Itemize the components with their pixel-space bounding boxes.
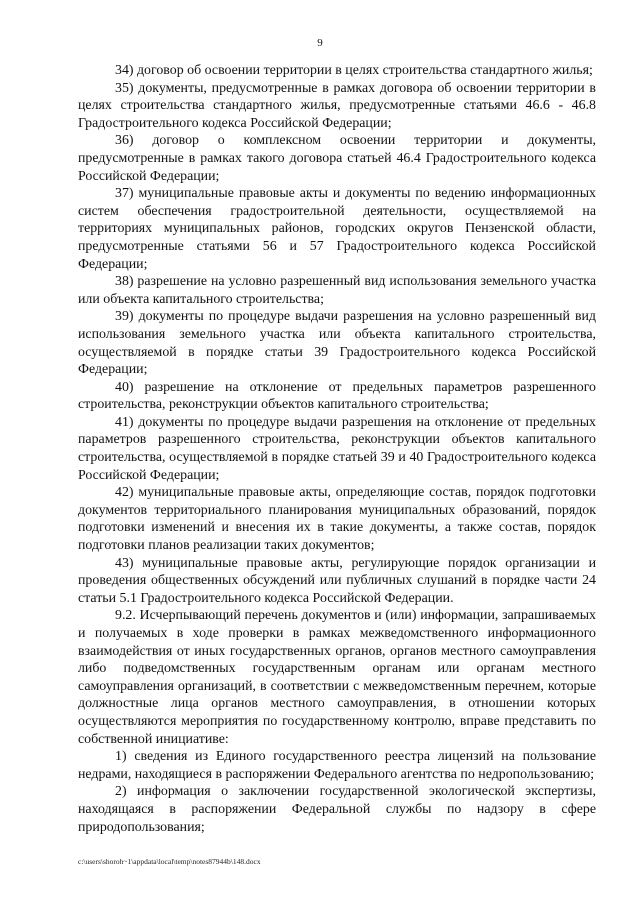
paragraph-34: 34) договор об освоении территории в целях строительства стандартного жилья; xyxy=(115,63,593,78)
paragraph-43: 43) муниципальные правовые акты, регулирующие порядок организации и проведения общественных обсуждений или публичных слушаний в порядке части 24 статьи 5.1 Градостроительного кодекса Российской Федерации. xyxy=(78,555,596,606)
paragraph-item-1: 1) сведения из Единого государственного реестра лицензий на пользование недрами, находящиеся в распоряжении Федерального агентства по недропользованию; xyxy=(78,749,596,782)
paragraph-40: 40) разрешение на отклонение от предельных параметров разрешенного строительства, реконструкции объектов капитального строительства; xyxy=(78,379,596,413)
paragraph-41: 41) документы по процедуре выдачи разрешения на отклонение от предельных параметров разрешенного строительства, реконструкции объектов капитального строительства, осуществляемой в порядке статьей 39 и 40 Градостроительного кодекса Российской Федерации; xyxy=(78,414,596,483)
document-body xyxy=(78,62,596,836)
paragraph-39: 39) документы по процедуре выдачи разрешения на условно разрешенный вид использования земельного участка или объекта капитального строительства, осуществляемой в порядке статьи 39 Градостроительного кодекса Российской Федерации; xyxy=(78,309,596,378)
paragraph-item-2: 2) информация о заключении государственной экологической экспертизы, находящаяся в распоряжении Федеральной службы по надзору в сфере природопользования; xyxy=(78,784,596,835)
paragraph-42: 42) муниципальные правовые акты, определяющие состав, порядок подготовки документов территориального планирования муниципальных образований, порядок подготовки изменений и внесения их в такие документы, а также состав, порядок подготовки планов реализации таких документов; xyxy=(78,485,596,554)
page-number: 9 xyxy=(317,37,323,49)
paragraph-9-2: 9.2. Исчерпывающий перечень документов и (или) информации, запрашиваемых и получаемых в ходе проверки в рамках межведомственного информационного взаимодействия от иных государственных органов, органов местного самоуправления либо подведомственных государственным органам или органам местного самоуправления организаций, в соответствии с межведомственным перечнем, которые должностные лица органов местного самоуправления, в отношении которых осуществляются мероприятия по государственному контролю, вправе представить по собственной инициативе: xyxy=(78,608,596,747)
paragraph-37: 37) муниципальные правовые акты и документы по ведению информационных систем обеспечения градостроительной деятельности, осуществляемой на территориях муниципальных районов, городских округов Пензенской области, предусмотренные статьями 56 и 57 Градостроительного кодекса Российской Федерации; xyxy=(78,186,596,272)
paragraph-38: 38) разрешение на условно разрешенный вид использования земельного участка или объекта капитального строительства; xyxy=(78,274,596,307)
footer-file-path: c:\users\shoroh~1\appdata\local\temp\notes87944b\148.docx xyxy=(78,857,261,866)
paragraph-35: 35) документы, предусмотренные в рамках договора об освоении территории в целях строительства стандартного жилья, предусмотренные статьями 46.6 - 46.8 Градостроительного кодекса Российской Федерации; xyxy=(78,80,596,131)
paragraph-36: 36) договор о комплексном освоении территории и документы, предусмотренные в рамках такого договора статьей 46.4 Градостроительного кодекса Российской Федерации; xyxy=(78,133,596,184)
